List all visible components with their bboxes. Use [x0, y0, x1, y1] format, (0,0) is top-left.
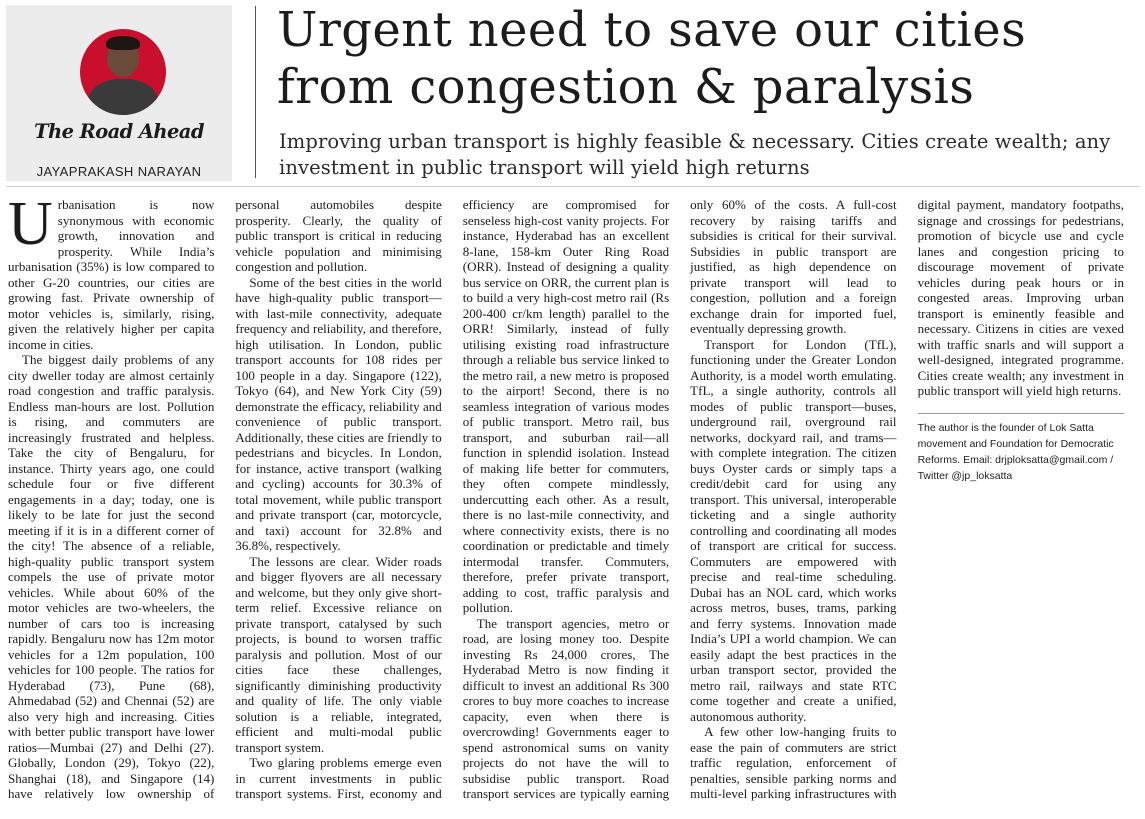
author-name: JAYAPRAKASH NARAYAN: [36, 164, 202, 179]
article-paragraph-7: Transport for London (TfL), functioning under the Greater London Authority, is a model worth emulating. TfL, a single authority, controls all modes of public transport—buses, underground rail, overground rail networks, dockyard rail, and trams—with complete integration. The citizen buys Oyster cards or simply taps a credit/debit card for using any transport. This universal, interoperable ticketing and a single authority controlling and coordinating all modes of transport are critical for success. Commuters are empowered with precise and real-time scheduling. Dubai has an NOL card, which works across metros, buses, trams, parking and ferry systems. Innovation made India’s UPI a world champion. We can easily adapt the best practices in the urban transport sector, provided the metro rail, railways and state RTC come together and create a unified, autonomous authority.: [690, 336, 897, 724]
portrait-hair: [106, 36, 140, 50]
header-divider: [255, 6, 256, 178]
author-portrait: [80, 29, 166, 115]
article-paragraph-4: The lessons are clear. Wider roads and bigger flyovers are all necessary and welcome, but they only give short-term relief. Excessive reliance on private transport, catalysed by such projects, is bound to worsen traffic paralysis and pollution. Most of our cities face these challenges, significantly diminishing productivity and quality of life. The only viable solution is a reliable, integrated, efficient and multi-modal public transport system.: [235, 553, 442, 755]
headline: Urgent need to save our cities from congestion & paralysis: [277, 2, 1027, 115]
article-paragraph-8: A few other low-hanging fruits to ease the pain of commuters are strict traffic regulation, enforcement of penalties, sensible parking norms and multi-level parking infrastructures with digital payment, mandatory footpaths, signage and crossings for pedestrians, promotion of bicycle use and cycle lanes and congestion pricing to discourage movement of private vehicles during peak hours or in congested areas. Improving urban transport is eminently feasible and necessary. Citizens in cities are vexed with traffic snarls and will support a well-designed, integrated programme. Cities create wealth; any investment in public transport will yield high returns.: [690, 197, 1124, 801]
column-masthead: [6, 5, 232, 181]
author-bio: The author is the founder of Lok Satta movement and Foundation for Democratic Reforms. Email: drjploksatta@gmail.com / Twitter @jp_loksatta: [918, 413, 1124, 484]
article-paragraph-1: [8, 190, 215, 352]
article-paragraph-2: The biggest daily problems of any city dweller today are almost certainly road congestion and traffic paralysis. Endless man-hours are lost. Pollution is rising, and commuters are increasingly frustrated and helpless. Take the city of Bengaluru, for instance. Thirty years ago, one could schedule four or five different engagements in a day; today, one is likely to be late for just the second meeting if it is in a different corner of the city! The absence of a reliable, high-quality public transport system compels the use of private motor vehicles. While about 60% of the motor vehicles are two-wheelers, the number of cars too is increasing rapidly. Bengaluru now has 12m motor vehicles for a 12m population, 100 vehicles for 100 people. The ratios for Hyderabad (73), Pune (68), Ahmedabad (52) and Chennai (52) are also very high and increasing. Cities with better public transport have lower ratios—Mumbai (27) and Delhi (27). Globally, London (29), Tokyo (22), Shanghai (18), and Singapore (14) have relatively low ownership of personal automobiles despite prosperity. Clearly, the quality of public transport is critical in reducing vehicle population and minimising congestion and pollution.: [8, 197, 442, 801]
portrait-body: [88, 79, 158, 115]
article-paragraph-6: The transport agencies, metro or road, are losing money too. Despite investing Rs 24,000 crores, The Hyderabad Metro is now finding it difficult to invest an additional Rs 300 crores to buy more coaches to increase capacity, even when there is overcrowding! Governments eager to spend astronomical sums on vanity projects do not have the will to subsidise public transport. Road transport services are typically earning only 60% of the costs. A full-cost recovery by raising tariffs and subsidies is critical for their survival. Subsidies in public transport are justified, as high dependence on private transport will lead to congestion, pollution and a foreign exchange drain for imported fuel, eventually depressing growth.: [462, 197, 897, 801]
paragraph-1-text: rbanisation is now synonymous with economic growth, innovation and prosperity. While India’s urbanisation (35%) is low compared to other G-20 countries, our cities are growing fast. Private ownership of motor vehicles is, similarly, rising, given the relatively higher per capita income in cities.: [8, 197, 215, 352]
column-name: The Road Ahead: [34, 120, 204, 143]
article-paragraph-5: Two glaring problems emerge even in current investments in public transport systems. First, economy and efficiency are compromised for senseless high-cost vanity projects. For instance, Hyderabad has an excellent 8-lane, 158-km Outer Ring Road (ORR). Instead of designing a quality bus service on ORR, the current plan is to build a very high-cost metro rail (Rs 200-400 cr/km length) parallel to the ORR! Similarly, instead of fully utilising existing road infrastructure through a reliable bus service linked to the metro rail, a new metro is proposed to the airport! Second, there is no seamless integration of various modes of public transport. Metro rail, bus transport, and suburban rail—all function in splendid isolation. Instead of making life better for commuters, they often compete mindlessly, undercutting each other. As a result, there is no last-mile connectivity, and where connectivity exists, there is no coordination or predictable and timely intermodal transfer. Commuters, therefore, prefer private transport, adding to cost, traffic paralysis and pollution.: [235, 197, 670, 801]
drop-cap: U: [8, 190, 53, 258]
header-rule: [6, 186, 1139, 187]
article-body: [8, 190, 1124, 809]
standfirst: Improving urban transport is highly feasible & necessary. Cities create wealth; any investment in public transport will yield high returns: [279, 130, 1111, 179]
article-paragraph-3: Some of the best cities in the world have high-quality public transport—with last-mile connectivity, adequate frequency and reliability, and therefore, high utilisation. In London, public transport accounts for 108 rides per 100 people in a day. Singapore (122), Tokyo (64), and New York City (59) demonstrate the efficacy, reliability and convenience of public transport. Additionally, these cities are friendly to pedestrians and bicycles. In London, for instance, active transport (walking and cycling) accounts for 30.3% of total movement, while public transport and private transport (car, motorcycle, and taxi) account for 32.8% and 36.8%, respectively.: [235, 274, 442, 553]
